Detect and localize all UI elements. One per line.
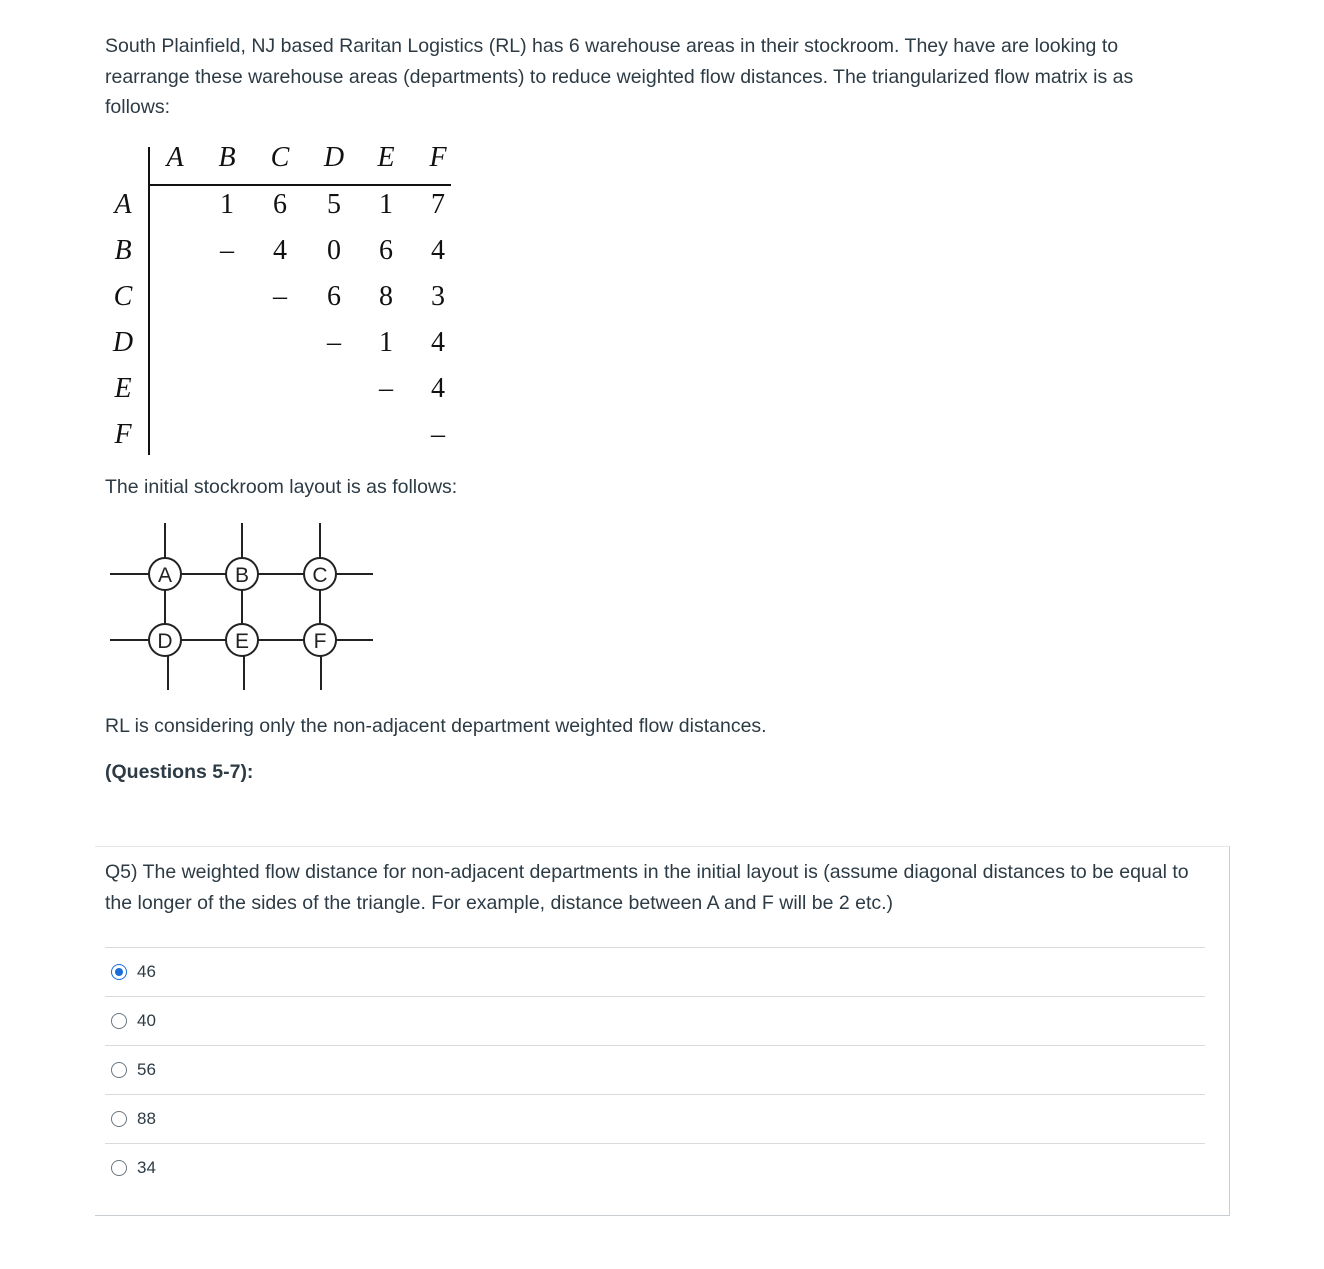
matrix-cell: – — [273, 281, 287, 312]
radio-button[interactable] — [111, 1160, 127, 1176]
matrix-cell: 5 — [327, 189, 341, 220]
questions-range: (Questions 5-7): — [105, 761, 254, 783]
matrix-cell: 1 — [379, 189, 393, 220]
matrix-cell: – — [327, 327, 341, 358]
radio-button[interactable] — [111, 1013, 127, 1029]
matrix-col-header: E — [377, 142, 395, 173]
matrix-cell: 1 — [220, 189, 234, 220]
matrix-cell: 4 — [431, 327, 445, 358]
matrix-cell: 3 — [431, 281, 445, 312]
matrix-col-header: B — [218, 142, 236, 173]
intro-paragraph: South Plainfield, NJ based Raritan Logistics (RL) has 6 warehouse areas in their stockroom. They have are looking to rearrange these warehouse areas (departments) to reduce weighted flow distances. The triangularized flow matrix is as follows: — [105, 35, 1134, 118]
answer-option[interactable] — [105, 1143, 1205, 1192]
matrix-col-header: C — [270, 142, 290, 173]
answer-list — [105, 947, 1205, 1192]
matrix-cell: 1 — [379, 327, 393, 358]
matrix-cell: – — [220, 235, 234, 266]
radio-button[interactable] — [111, 964, 127, 980]
matrix-cell: 6 — [379, 235, 393, 266]
matrix-row-header: D — [112, 327, 134, 358]
answer-label: 46 — [137, 962, 156, 981]
matrix-cell: 6 — [273, 189, 287, 220]
matrix-cell: 0 — [327, 235, 341, 266]
flow-matrix — [100, 135, 480, 460]
matrix-cell: 4 — [273, 235, 287, 266]
matrix-col-header: A — [166, 142, 184, 173]
question-text: Q5) The weighted flow distance for non-adjacent departments in the initial layout is (assume diagonal distances to be equal to the longer of the sides of the triangle. For example, distance between A and F will be 2 etc.) — [105, 861, 1189, 914]
node-label-f: F — [313, 630, 327, 653]
answer-option[interactable] — [105, 996, 1205, 1045]
radio-button[interactable] — [111, 1111, 127, 1127]
stockroom-layout-diagram — [105, 518, 385, 698]
matrix-vertical-rule — [148, 147, 150, 455]
matrix-row-header: C — [113, 281, 133, 312]
layout-caption: The initial stockroom layout is as follows: — [105, 476, 458, 498]
matrix-cell: 8 — [379, 281, 393, 312]
question-card — [95, 846, 1230, 1216]
matrix-cell: 4 — [431, 235, 445, 266]
node-label-b: B — [234, 564, 250, 587]
answer-label: 40 — [137, 1011, 156, 1030]
matrix-row-header: A — [114, 189, 132, 220]
radio-button[interactable] — [111, 1062, 127, 1078]
matrix-row-header: E — [114, 373, 132, 404]
answer-option[interactable] — [105, 1094, 1205, 1143]
node-label-a: A — [157, 564, 173, 587]
note-text: RL is considering only the non-adjacent department weighted flow distances. — [105, 715, 767, 737]
answer-label: 88 — [137, 1109, 156, 1128]
matrix-row-header: F — [114, 419, 132, 450]
answer-option[interactable] — [105, 947, 1205, 996]
matrix-cell: 4 — [431, 373, 445, 404]
node-label-d: D — [157, 630, 173, 653]
answer-label: 34 — [137, 1158, 156, 1177]
node-label-c: C — [312, 564, 328, 587]
node-label-e: E — [234, 630, 250, 653]
matrix-col-header: D — [323, 142, 345, 173]
matrix-cell: – — [379, 373, 393, 404]
answer-label: 56 — [137, 1060, 156, 1079]
matrix-cell: 7 — [431, 189, 445, 220]
matrix-cell: – — [431, 419, 445, 450]
matrix-col-header: F — [429, 142, 447, 173]
matrix-cell: 6 — [327, 281, 341, 312]
matrix-row-header: B — [114, 235, 132, 266]
answer-option[interactable] — [105, 1045, 1205, 1094]
